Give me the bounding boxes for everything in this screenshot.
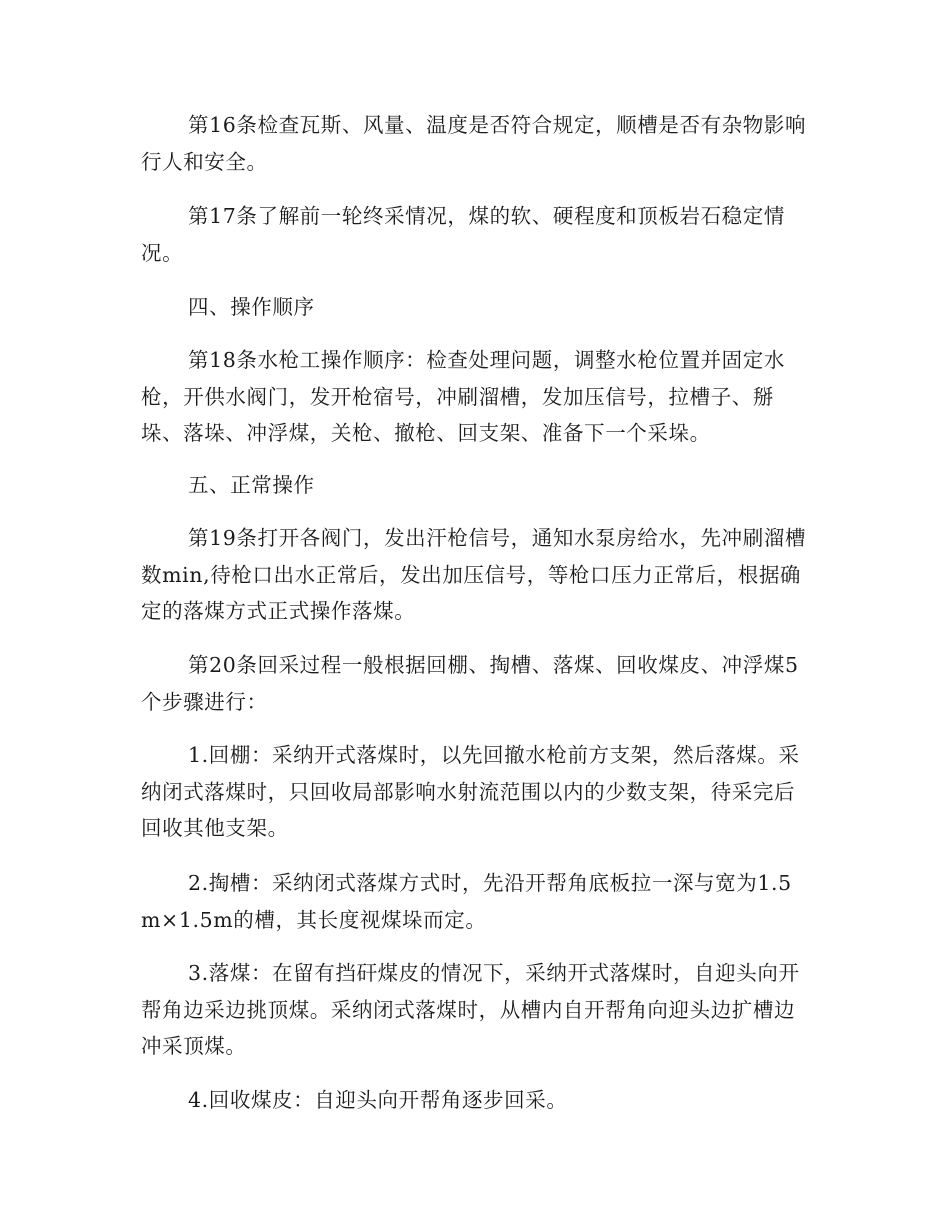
section-heading-operation-order: 四、操作顺序: [188, 295, 315, 319]
list-item-step-4: 4.回收煤皮：自迎头向开帮角逐步回采。: [188, 1088, 568, 1112]
list-item-step-3: 3.落煤：在留有挡矸煤皮的情况下，采纳开式落煤时，自迎头向开帮角边采边挑顶煤。采纳闭式落煤时，从槽内自开帮角向迎头边扩槽边冲采顶煤。: [141, 961, 800, 1058]
paragraph-article-16: 第16条检查瓦斯、风量、温度是否符合规定，顺槽是否有杂物影响行人和安全。: [141, 113, 807, 174]
paragraph-article-17: 第17条了解前一轮终采情况，煤的软、硬程度和顶板岩石稳定情况。: [141, 204, 785, 265]
paragraph-article-18: 第18条水枪工操作顺序：检查处理问题，调整水枪位置并固定水枪，开供水阀门，发开枪宿号，冲刷溜槽，发加压信号，拉槽子、掰垛、落垛、冲浮煤，关枪、撤枪、回支架、准备下一个采垛。: [141, 348, 785, 445]
list-item-step-1: 1.回棚：采纳开式落煤时，以先回撤水枪前方支架，然后落煤。采纳闭式落煤时，只回收局部影响水射流范围以内的少数支架，待采完后回收其他支架。: [141, 743, 800, 840]
section-heading-normal-operation: 五、正常操作: [188, 473, 315, 497]
paragraph-article-19: 第19条打开各阀门，发出汗枪信号，通知水泵房给水，先冲刷溜槽数min,待枪口出水正常后，发出加压信号，等枪口压力正常后，根据确定的落煤方式正式操作落煤。: [141, 526, 807, 623]
list-item-step-2: 2.掏槽：采纳闭式落煤方式时，先沿开帮角底板拉一深与宽为1.5m×1.5m的槽，其长度视煤垛而定。: [141, 871, 792, 932]
paragraph-article-20: 第20条回采过程一般根据回棚、掏槽、落煤、回收煤皮、冲浮煤5个步骤进行：: [141, 653, 799, 714]
